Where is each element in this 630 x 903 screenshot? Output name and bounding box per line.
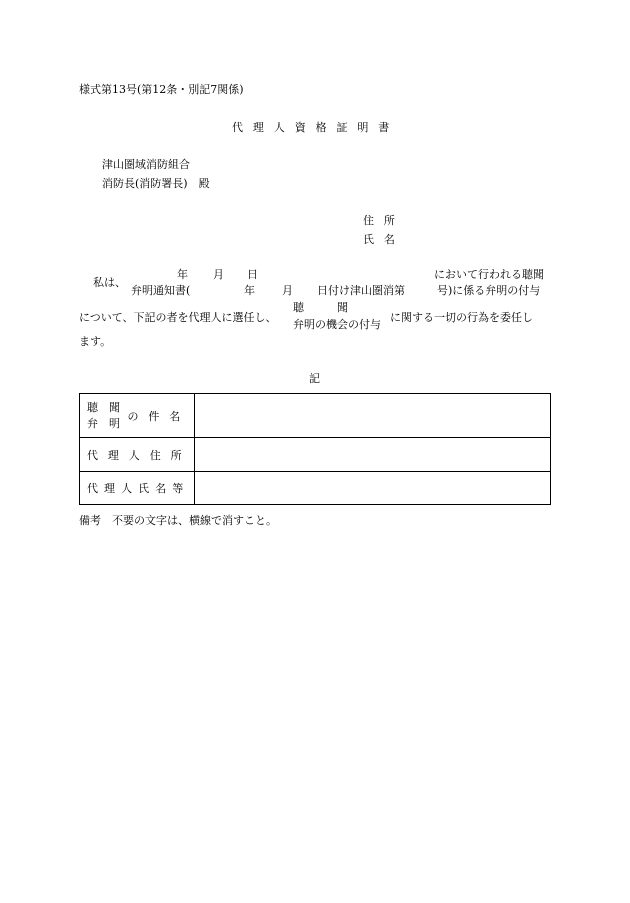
row1-bottom-text: 弁 明 [87,416,120,430]
body-line2-nen: 年 [244,284,255,297]
addressee-line1: 津山圏域消防組合 [102,158,190,171]
table-row [80,438,551,472]
body-tsuki: 月 [213,268,224,281]
row1-top-text: 聴 聞 [87,400,120,414]
row1-suffix-text: の件名 [127,409,191,423]
agent-name-value-cell[interactable] [195,472,551,505]
body-nen: 年 [177,268,188,281]
table-row [80,394,551,438]
row2-text: 代理人住所 [87,448,192,462]
body-line3-end: に関する一切の行為を委任し [390,311,533,324]
ki-heading: 記 [309,372,320,385]
case-name-value-cell[interactable] [195,394,551,438]
body-choice-top: 聴 聞 [293,301,348,314]
form-number: 様式第13号(第12条・別記7関係) [79,83,244,96]
details-table [79,393,551,505]
remarks-note: 備考 不要の文字は、横線で消すこと。 [79,514,277,527]
body-line4: ます。 [79,335,112,348]
body-hi: 日 [247,268,258,281]
body-line1-end: において行われる聴聞 [434,268,544,281]
body-line2-start: 弁明通知書( [131,284,191,297]
case-name-label-cell [80,394,195,438]
body-choice-bottom: 弁明の機会の付与 [293,318,381,331]
address-label: 住所 [363,214,405,227]
body-line2-mid: 日付け津山圏消第 [317,284,405,297]
row3-text: 代理人氏名等 [87,482,190,495]
agent-address-label-cell [80,438,195,472]
body-watashi-wa: 私は、 [93,276,126,289]
name-label: 氏名 [363,233,405,246]
document-title: 代理人資格証明書 [232,121,400,134]
body-line2-end: 号)に係る弁明の付与 [437,284,541,297]
body-line3-start: について、下記の者を代理人に選任し、 [79,311,277,324]
body-line2-tsuki: 月 [282,284,293,297]
agent-address-value-cell[interactable] [195,438,551,472]
addressee-line2: 消防長(消防署長) 殿 [102,177,210,190]
agent-name-label-cell [80,472,195,505]
table-row [80,472,551,505]
